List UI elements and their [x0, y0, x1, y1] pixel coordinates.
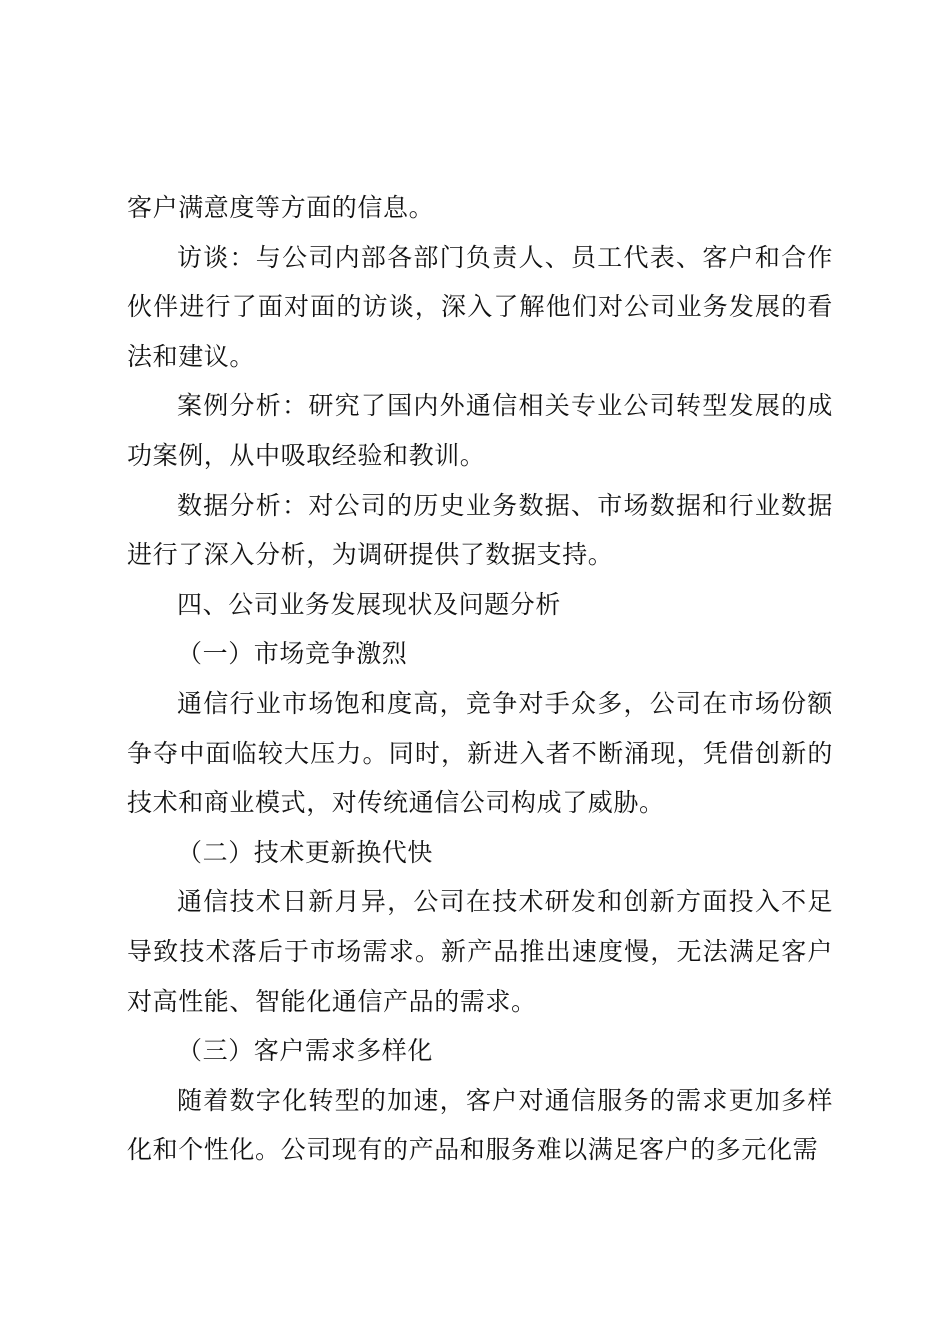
paragraph-data-analysis: 数据分析：对公司的历史业务数据、市场数据和行业数据进行了深入分析，为调研提供了数据支持。	[127, 490, 833, 570]
subheading-customer-demand: （三）客户需求多样化	[177, 1036, 434, 1066]
paragraph-continuation: 客户满意度等方面的信息。	[127, 193, 435, 222]
subheading-technology-update: （二）技术更新换代快	[177, 837, 434, 867]
section-heading-4: 四、公司业务发展现状及问题分析	[177, 589, 562, 619]
paragraph-market-competition: 通信行业市场饱和度高，竞争对手众多，公司在市场份额争夺中面临较大压力。同时，新进入者不断涌现，凭借创新的技术和商业模式，对传统通信公司构成了威胁。	[127, 688, 833, 818]
paragraph-case-analysis: 案例分析：研究了国内外通信相关专业公司转型发展的成功案例，从中吸取经验和教训。	[127, 391, 833, 470]
document-body	[127, 183, 833, 1175]
paragraph-interviews: 访谈：与公司内部各部门负责人、员工代表、客户和合作伙伴进行了面对面的访谈，深入了解他们对公司业务发展的看法和建议。	[127, 242, 833, 371]
paragraph-technology-update: 通信技术日新月异，公司在技术研发和创新方面投入不足导致技术落后于市场需求。新产品推出速度慢，无法满足客户对高性能、智能化通信产品的需求。	[127, 887, 833, 1016]
subheading-market-competition: （一）市场竞争激烈	[177, 639, 408, 669]
paragraph-customer-demand: 随着数字化转型的加速，客户对通信服务的需求更加多样化和个性化。公司现有的产品和服务难以满足客户的多元化需	[127, 1085, 833, 1165]
